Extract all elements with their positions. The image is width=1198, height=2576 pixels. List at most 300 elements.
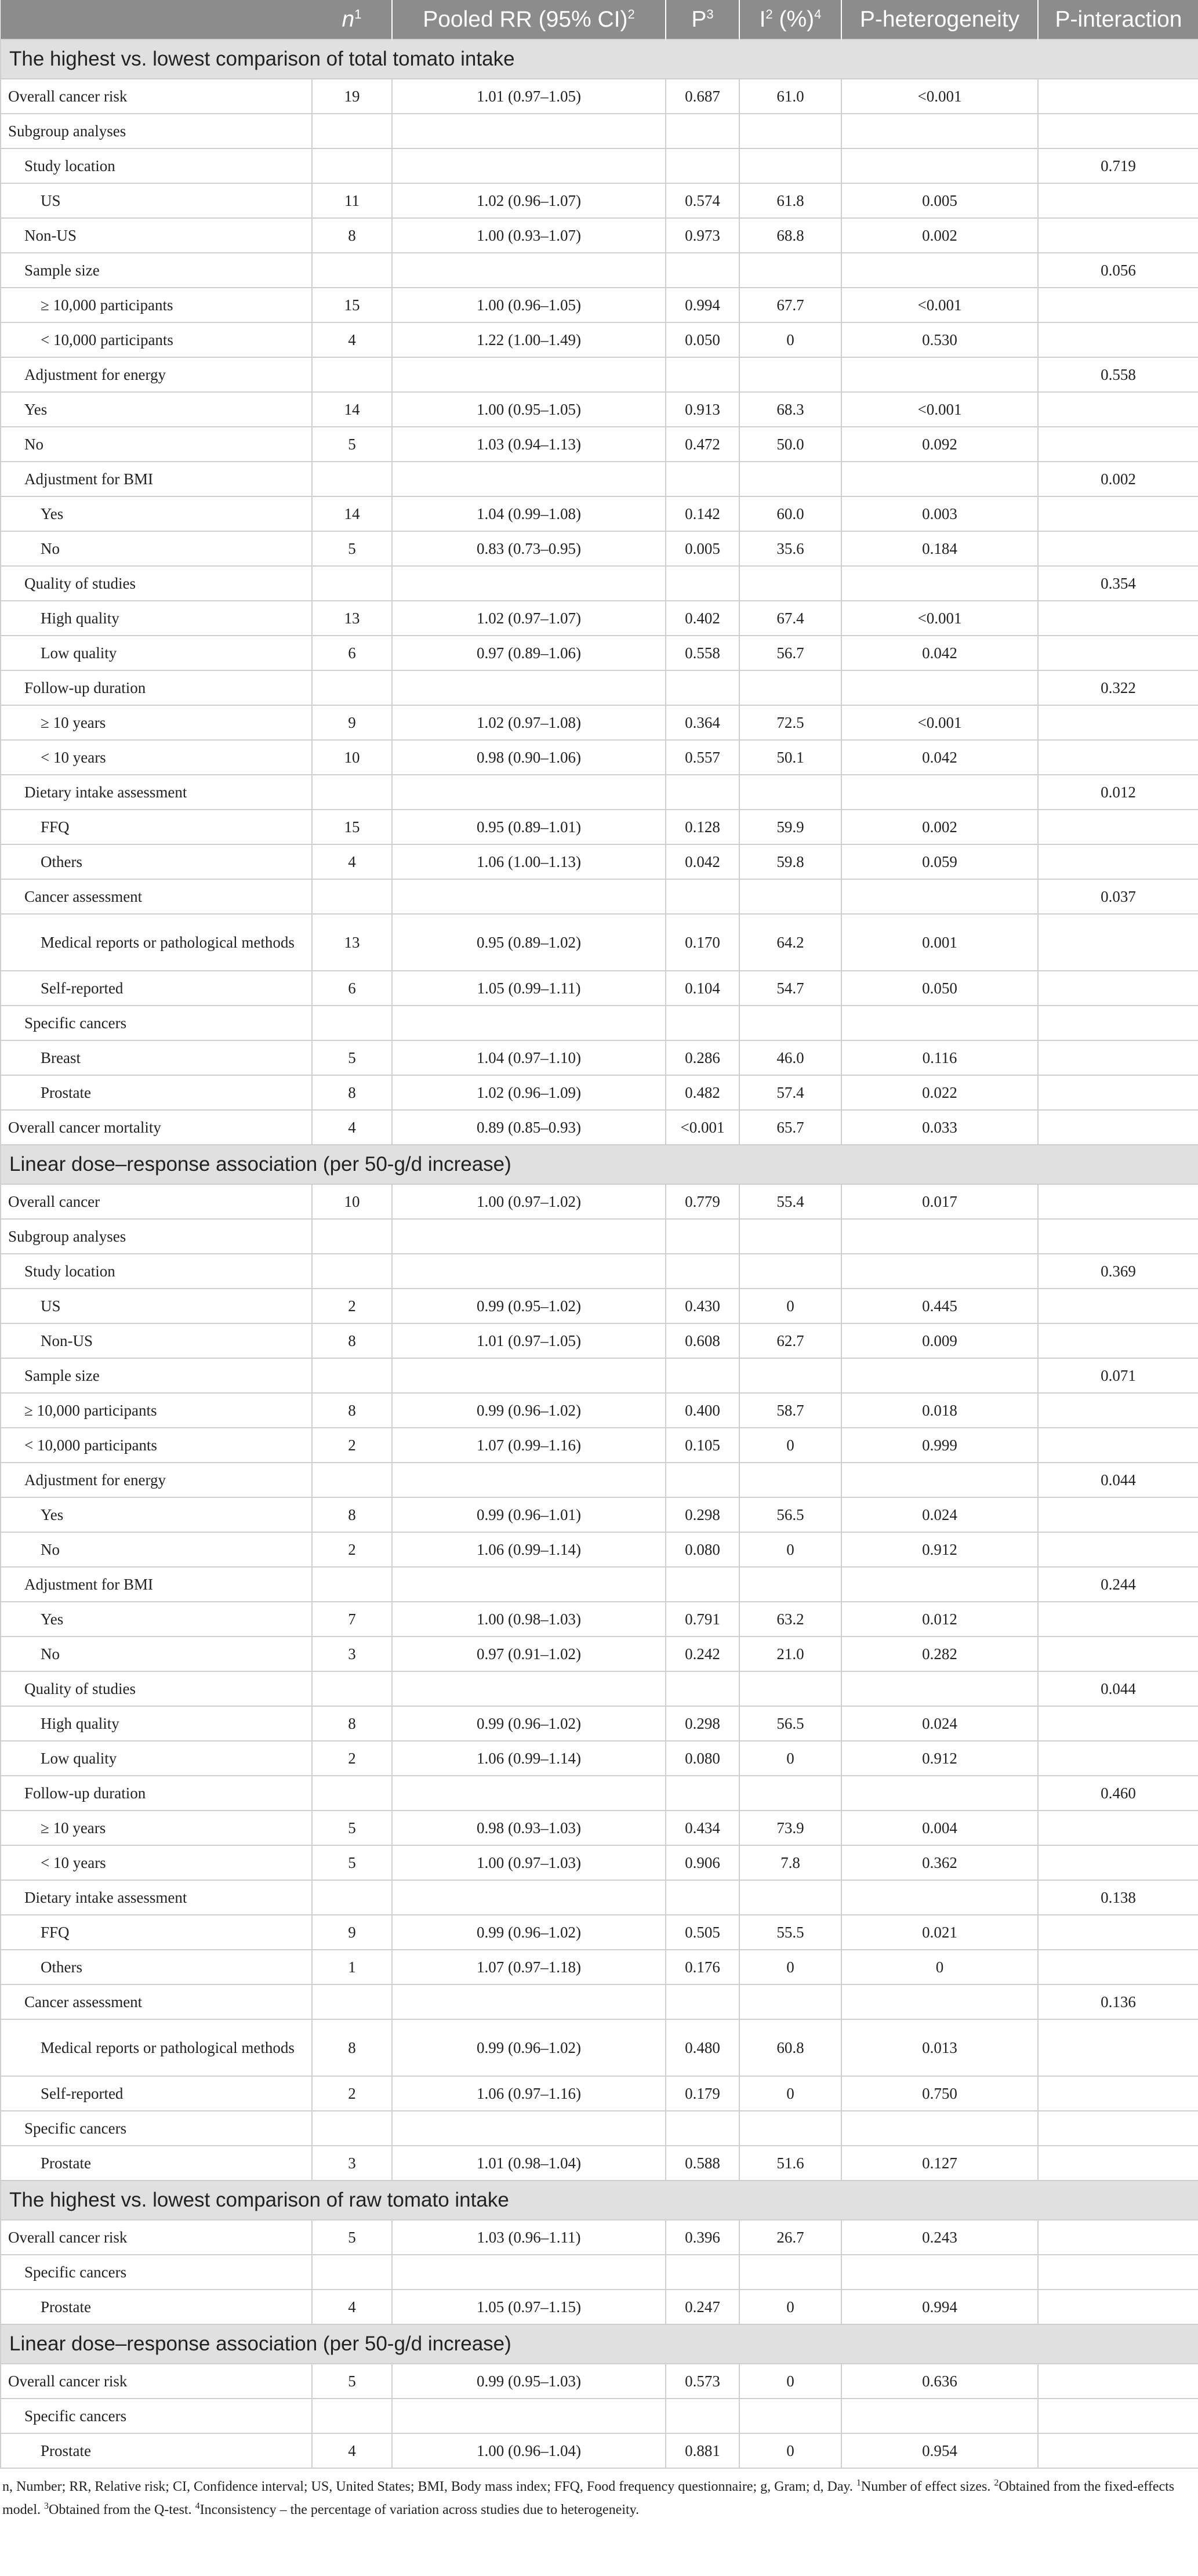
i2-cell: 72.5 bbox=[739, 705, 841, 740]
table-row bbox=[1, 844, 1198, 879]
n-cell: 13 bbox=[312, 914, 392, 971]
n-cell bbox=[312, 1358, 392, 1393]
table-row bbox=[1, 1845, 1198, 1880]
i2-cell: 0 bbox=[739, 322, 841, 357]
table-row bbox=[1, 2019, 1198, 2076]
i2-cell: 56.5 bbox=[739, 1706, 841, 1741]
p-cell: 0.005 bbox=[666, 531, 739, 566]
row-label: Adjustment for BMI bbox=[1, 1567, 312, 1602]
pooled-rr-cell: 0.99 (0.95–1.02) bbox=[392, 1289, 666, 1323]
p-cell: 0.247 bbox=[666, 2290, 739, 2324]
pooled-rr-cell bbox=[392, 775, 666, 810]
p-heterogeneity-cell: 0.282 bbox=[841, 1637, 1038, 1671]
n-cell: 5 bbox=[312, 531, 392, 566]
table-row bbox=[1, 1358, 1198, 1393]
table-row bbox=[1, 2433, 1198, 2468]
p-interaction-cell bbox=[1038, 740, 1198, 775]
p-interaction-cell bbox=[1038, 1075, 1198, 1110]
header-p: $P^3$ bbox=[666, 0, 739, 39]
pooled-rr-cell: 1.06 (0.97–1.16) bbox=[392, 2076, 666, 2111]
n-cell: 14 bbox=[312, 496, 392, 531]
p-cell: 0.791 bbox=[666, 1602, 739, 1637]
n-cell bbox=[312, 566, 392, 601]
p-heterogeneity-cell: <0.001 bbox=[841, 392, 1038, 427]
n-cell: 8 bbox=[312, 218, 392, 253]
p-interaction-cell bbox=[1038, 427, 1198, 462]
i2-cell bbox=[739, 1671, 841, 1706]
p-interaction-cell bbox=[1038, 2399, 1198, 2433]
p-heterogeneity-cell: 0.530 bbox=[841, 322, 1038, 357]
row-label: Prostate bbox=[1, 2290, 312, 2324]
i2-cell: 0 bbox=[739, 2076, 841, 2111]
p-cell: 0.179 bbox=[666, 2076, 739, 2111]
i2-cell: 0 bbox=[739, 1428, 841, 1463]
table-row bbox=[1, 1254, 1198, 1289]
p-cell bbox=[666, 1776, 739, 1811]
i2-cell: 0 bbox=[739, 2290, 841, 2324]
table-row bbox=[1, 79, 1198, 114]
n-cell: 10 bbox=[312, 740, 392, 775]
p-interaction-cell bbox=[1038, 914, 1198, 971]
row-label: Sample size bbox=[1, 1358, 312, 1393]
pooled-rr-cell: 0.95 (0.89–1.01) bbox=[392, 810, 666, 844]
p-heterogeneity-cell: <0.001 bbox=[841, 79, 1038, 114]
row-label: Dietary intake assessment bbox=[1, 1880, 312, 1915]
row-label: Overall cancer risk bbox=[1, 2364, 312, 2399]
p-interaction-cell bbox=[1038, 1706, 1198, 1741]
p-heterogeneity-cell bbox=[841, 879, 1038, 914]
pooled-rr-cell: 0.89 (0.85–0.93) bbox=[392, 1110, 666, 1145]
i2-cell: 56.5 bbox=[739, 1497, 841, 1532]
i2-cell bbox=[739, 253, 841, 288]
pooled-rr-cell: 0.83 (0.73–0.95) bbox=[392, 531, 666, 566]
pooled-rr-cell: 1.03 (0.96–1.11) bbox=[392, 2220, 666, 2255]
n-cell bbox=[312, 1776, 392, 1811]
table-row bbox=[1, 1463, 1198, 1497]
row-label: ≥ 10,000 participants bbox=[1, 288, 312, 322]
pooled-rr-cell: 1.02 (0.96–1.09) bbox=[392, 1075, 666, 1110]
n-cell: 4 bbox=[312, 2290, 392, 2324]
p-cell bbox=[666, 462, 739, 496]
p-heterogeneity-cell bbox=[841, 670, 1038, 705]
pooled-rr-cell bbox=[392, 148, 666, 183]
table-row bbox=[1, 2076, 1198, 2111]
p-cell: 0.558 bbox=[666, 636, 739, 670]
p-interaction-cell bbox=[1038, 1323, 1198, 1358]
i2-cell bbox=[739, 2399, 841, 2433]
n-cell bbox=[312, 1006, 392, 1040]
p-heterogeneity-cell bbox=[841, 1254, 1038, 1289]
i2-cell bbox=[739, 1880, 841, 1915]
row-label: Overall cancer bbox=[1, 1184, 312, 1219]
p-cell: 0.364 bbox=[666, 705, 739, 740]
table-row bbox=[1, 914, 1198, 971]
pooled-rr-cell: 1.01 (0.97–1.05) bbox=[392, 1323, 666, 1358]
row-label: High quality bbox=[1, 601, 312, 636]
p-cell: 0.434 bbox=[666, 1811, 739, 1845]
p-interaction-cell bbox=[1038, 2019, 1198, 2076]
row-label: Specific cancers bbox=[1, 2399, 312, 2433]
row-label: Subgroup analyses bbox=[1, 1219, 312, 1254]
row-label: Others bbox=[1, 1950, 312, 1984]
p-heterogeneity-cell: 0.042 bbox=[841, 740, 1038, 775]
p-heterogeneity-cell: <0.001 bbox=[841, 705, 1038, 740]
p-heterogeneity-cell: 0.059 bbox=[841, 844, 1038, 879]
row-label: US bbox=[1, 183, 312, 218]
row-label: ≥ 10 years bbox=[1, 1811, 312, 1845]
pooled-rr-cell: 1.04 (0.97–1.10) bbox=[392, 1040, 666, 1075]
table-row bbox=[1, 1741, 1198, 1776]
p-interaction-cell bbox=[1038, 2290, 1198, 2324]
n-cell bbox=[312, 2111, 392, 2146]
n-cell: 2 bbox=[312, 2076, 392, 2111]
row-label: Cancer assessment bbox=[1, 1984, 312, 2019]
p-cell: 0.574 bbox=[666, 183, 739, 218]
p-heterogeneity-cell: 0.001 bbox=[841, 914, 1038, 971]
p-cell: 0.298 bbox=[666, 1706, 739, 1741]
table-row bbox=[1, 253, 1198, 288]
table-row bbox=[1, 148, 1198, 183]
n-cell bbox=[312, 462, 392, 496]
n-cell: 2 bbox=[312, 1428, 392, 1463]
pooled-rr-cell: 1.07 (0.97–1.18) bbox=[392, 1950, 666, 1984]
p-cell: 0.080 bbox=[666, 1532, 739, 1567]
table-row bbox=[1, 971, 1198, 1006]
row-label: Overall cancer risk bbox=[1, 79, 312, 114]
p-heterogeneity-cell: 0.912 bbox=[841, 1532, 1038, 1567]
p-cell: 0.505 bbox=[666, 1915, 739, 1950]
p-interaction-cell bbox=[1038, 183, 1198, 218]
pooled-rr-cell bbox=[392, 2255, 666, 2290]
n-cell: 9 bbox=[312, 1915, 392, 1950]
p-interaction-cell bbox=[1038, 1040, 1198, 1075]
p-interaction-cell: 0.369 bbox=[1038, 1254, 1198, 1289]
table-row bbox=[1, 1984, 1198, 2019]
i2-cell: 63.2 bbox=[739, 1602, 841, 1637]
n-cell bbox=[312, 2399, 392, 2433]
n-cell bbox=[312, 1219, 392, 1254]
row-label: Subgroup analyses bbox=[1, 114, 312, 148]
row-label: Yes bbox=[1, 496, 312, 531]
header-pooled-rr: Pooled RR (95% CI)$^2$ bbox=[392, 0, 666, 39]
p-cell bbox=[666, 1254, 739, 1289]
p-cell: 0.608 bbox=[666, 1323, 739, 1358]
i2-cell bbox=[739, 1006, 841, 1040]
p-interaction-cell bbox=[1038, 2146, 1198, 2180]
header-i2: $I^2$ (%)$^4$ bbox=[739, 0, 841, 39]
p-heterogeneity-cell bbox=[841, 357, 1038, 392]
row-label: Quality of studies bbox=[1, 1671, 312, 1706]
p-cell: 0.128 bbox=[666, 810, 739, 844]
pooled-rr-cell bbox=[392, 1006, 666, 1040]
p-heterogeneity-cell bbox=[841, 2111, 1038, 2146]
table-row bbox=[1, 705, 1198, 740]
header-p-heterogeneity: P-heterogeneity bbox=[841, 0, 1038, 39]
i2-cell bbox=[739, 1567, 841, 1602]
pooled-rr-cell: 0.99 (0.96–1.01) bbox=[392, 1497, 666, 1532]
i2-cell: 67.7 bbox=[739, 288, 841, 322]
section-header-row bbox=[1, 1145, 1198, 1184]
row-label: No bbox=[1, 1532, 312, 1567]
p-heterogeneity-cell bbox=[841, 1358, 1038, 1393]
row-label: Low quality bbox=[1, 636, 312, 670]
p-heterogeneity-cell: 0.005 bbox=[841, 183, 1038, 218]
i2-cell: 60.8 bbox=[739, 2019, 841, 2076]
p-heterogeneity-cell: 0.002 bbox=[841, 218, 1038, 253]
pooled-rr-cell: 1.00 (0.95–1.05) bbox=[392, 392, 666, 427]
i2-cell: 58.7 bbox=[739, 1393, 841, 1428]
p-interaction-cell: 0.044 bbox=[1038, 1463, 1198, 1497]
row-label: Follow-up duration bbox=[1, 1776, 312, 1811]
p-heterogeneity-cell: 0.022 bbox=[841, 1075, 1038, 1110]
pooled-rr-cell: 1.06 (0.99–1.14) bbox=[392, 1532, 666, 1567]
p-interaction-cell bbox=[1038, 2220, 1198, 2255]
p-cell: 0.402 bbox=[666, 601, 739, 636]
pooled-rr-cell: 0.97 (0.91–1.02) bbox=[392, 1637, 666, 1671]
pooled-rr-cell: 0.97 (0.89–1.06) bbox=[392, 636, 666, 670]
p-interaction-cell: 0.719 bbox=[1038, 148, 1198, 183]
n-cell: 3 bbox=[312, 1637, 392, 1671]
n-cell: 4 bbox=[312, 322, 392, 357]
p-interaction-cell bbox=[1038, 2364, 1198, 2399]
p-interaction-cell: 0.138 bbox=[1038, 1880, 1198, 1915]
row-label: Medical reports or pathological methods bbox=[1, 2019, 312, 2076]
n-cell: 4 bbox=[312, 1110, 392, 1145]
p-interaction-cell bbox=[1038, 636, 1198, 670]
n-cell bbox=[312, 670, 392, 705]
pooled-rr-cell: 1.01 (0.97–1.05) bbox=[392, 79, 666, 114]
table-row bbox=[1, 496, 1198, 531]
i2-cell: 68.8 bbox=[739, 218, 841, 253]
p-interaction-cell: 0.002 bbox=[1038, 462, 1198, 496]
row-label: Self-reported bbox=[1, 971, 312, 1006]
i2-cell: 0 bbox=[739, 1741, 841, 1776]
i2-cell: 68.3 bbox=[739, 392, 841, 427]
p-cell: 0.242 bbox=[666, 1637, 739, 1671]
p-interaction-cell bbox=[1038, 1289, 1198, 1323]
p-cell bbox=[666, 1880, 739, 1915]
p-cell bbox=[666, 670, 739, 705]
pooled-rr-cell: 1.01 (0.98–1.04) bbox=[392, 2146, 666, 2180]
p-interaction-cell bbox=[1038, 288, 1198, 322]
pooled-rr-cell bbox=[392, 253, 666, 288]
p-cell: 0.430 bbox=[666, 1289, 739, 1323]
section-title: Linear dose–response association (per 50-g/d increase) bbox=[1, 2324, 1198, 2364]
header-p-interaction: P-interaction bbox=[1055, 6, 1182, 32]
table-row bbox=[1, 601, 1198, 636]
p-interaction-cell bbox=[1038, 844, 1198, 879]
n-cell: 15 bbox=[312, 288, 392, 322]
pooled-rr-cell: 1.07 (0.99–1.16) bbox=[392, 1428, 666, 1463]
p-heterogeneity-cell: 0 bbox=[841, 1950, 1038, 1984]
table-row bbox=[1, 1323, 1198, 1358]
p-interaction-cell bbox=[1038, 2433, 1198, 2468]
p-heterogeneity-cell: 0.013 bbox=[841, 2019, 1038, 2076]
pooled-rr-cell: 1.00 (0.97–1.02) bbox=[392, 1184, 666, 1219]
row-label: No bbox=[1, 531, 312, 566]
p-heterogeneity-cell: 0.184 bbox=[841, 531, 1038, 566]
table-row bbox=[1, 427, 1198, 462]
n-cell: 2 bbox=[312, 1532, 392, 1567]
p-cell: 0.104 bbox=[666, 971, 739, 1006]
p-heterogeneity-cell: 0.017 bbox=[841, 1184, 1038, 1219]
i2-cell: 65.7 bbox=[739, 1110, 841, 1145]
n-cell: 2 bbox=[312, 1289, 392, 1323]
pooled-rr-cell bbox=[392, 1463, 666, 1497]
p-cell bbox=[666, 1358, 739, 1393]
i2-cell: 64.2 bbox=[739, 914, 841, 971]
i2-cell: 59.9 bbox=[739, 810, 841, 844]
table-row bbox=[1, 462, 1198, 496]
i2-cell bbox=[739, 2255, 841, 2290]
table-row bbox=[1, 810, 1198, 844]
i2-cell: 0 bbox=[739, 1289, 841, 1323]
p-cell: 0.973 bbox=[666, 218, 739, 253]
row-label: < 10,000 participants bbox=[1, 1428, 312, 1463]
n-cell bbox=[312, 775, 392, 810]
table-row bbox=[1, 2364, 1198, 2399]
pooled-rr-cell bbox=[392, 1219, 666, 1254]
p-cell bbox=[666, 2255, 739, 2290]
p-cell: 0.881 bbox=[666, 2433, 739, 2468]
n-cell: 6 bbox=[312, 636, 392, 670]
pooled-rr-cell bbox=[392, 566, 666, 601]
p-interaction-cell bbox=[1038, 1110, 1198, 1145]
p-heterogeneity-cell bbox=[841, 114, 1038, 148]
table-row bbox=[1, 1915, 1198, 1950]
table-row bbox=[1, 1393, 1198, 1428]
row-label: No bbox=[1, 427, 312, 462]
table-row bbox=[1, 1006, 1198, 1040]
n-cell bbox=[312, 1880, 392, 1915]
n-cell: 19 bbox=[312, 79, 392, 114]
p-cell bbox=[666, 1219, 739, 1254]
table-row bbox=[1, 1602, 1198, 1637]
p-cell bbox=[666, 1463, 739, 1497]
section-title: The highest vs. lowest comparison of total tomato intake bbox=[1, 39, 1198, 79]
p-interaction-cell bbox=[1038, 705, 1198, 740]
row-label: Medical reports or pathological methods bbox=[1, 914, 312, 971]
i2-cell: 73.9 bbox=[739, 1811, 841, 1845]
table-row bbox=[1, 392, 1198, 427]
p-interaction-cell: 0.056 bbox=[1038, 253, 1198, 288]
p-interaction-cell bbox=[1038, 1845, 1198, 1880]
p-cell: 0.687 bbox=[666, 79, 739, 114]
n-cell: 5 bbox=[312, 1040, 392, 1075]
table-row bbox=[1, 2399, 1198, 2433]
row-label: Yes bbox=[1, 1497, 312, 1532]
pooled-rr-cell: 0.99 (0.96–1.02) bbox=[392, 1393, 666, 1428]
p-cell: 0.994 bbox=[666, 288, 739, 322]
p-heterogeneity-cell: 0.004 bbox=[841, 1811, 1038, 1845]
pooled-rr-cell bbox=[392, 357, 666, 392]
i2-cell: 54.7 bbox=[739, 971, 841, 1006]
p-heterogeneity-cell: 0.445 bbox=[841, 1289, 1038, 1323]
p-cell: 0.298 bbox=[666, 1497, 739, 1532]
pooled-rr-cell bbox=[392, 114, 666, 148]
pooled-rr-cell: 0.95 (0.89–1.02) bbox=[392, 914, 666, 971]
pooled-rr-cell: 1.05 (0.99–1.11) bbox=[392, 971, 666, 1006]
row-label: Overall cancer risk bbox=[1, 2220, 312, 2255]
i2-cell: 59.8 bbox=[739, 844, 841, 879]
i2-cell: 26.7 bbox=[739, 2220, 841, 2255]
table-row bbox=[1, 1184, 1198, 1219]
p-heterogeneity-cell: 0.002 bbox=[841, 810, 1038, 844]
pooled-rr-cell bbox=[392, 1358, 666, 1393]
p-interaction-cell bbox=[1038, 1950, 1198, 1984]
table-row bbox=[1, 322, 1198, 357]
i2-cell bbox=[739, 1358, 841, 1393]
p-interaction-cell bbox=[1038, 971, 1198, 1006]
p-cell: 0.400 bbox=[666, 1393, 739, 1428]
p-interaction-cell bbox=[1038, 218, 1198, 253]
p-cell: 0.573 bbox=[666, 2364, 739, 2399]
i2-cell: 55.4 bbox=[739, 1184, 841, 1219]
p-interaction-cell: 0.558 bbox=[1038, 357, 1198, 392]
n-cell bbox=[312, 253, 392, 288]
p-cell bbox=[666, 1567, 739, 1602]
pooled-rr-cell: 1.06 (0.99–1.14) bbox=[392, 1741, 666, 1776]
row-label: Adjustment for BMI bbox=[1, 462, 312, 496]
p-interaction-cell: 0.037 bbox=[1038, 879, 1198, 914]
p-heterogeneity-cell bbox=[841, 462, 1038, 496]
p-cell bbox=[666, 775, 739, 810]
table-row bbox=[1, 183, 1198, 218]
row-label: FFQ bbox=[1, 810, 312, 844]
n-cell bbox=[312, 1567, 392, 1602]
row-label: ≥ 10,000 participants bbox=[1, 1393, 312, 1428]
p-cell: <0.001 bbox=[666, 1110, 739, 1145]
table-row bbox=[1, 1289, 1198, 1323]
n-cell: 8 bbox=[312, 2019, 392, 2076]
p-cell: 0.588 bbox=[666, 2146, 739, 2180]
p-heterogeneity-cell: 0.003 bbox=[841, 496, 1038, 531]
p-interaction-cell bbox=[1038, 1184, 1198, 1219]
n-cell bbox=[312, 1671, 392, 1706]
pooled-rr-cell bbox=[392, 1567, 666, 1602]
i2-cell bbox=[739, 1463, 841, 1497]
n-cell bbox=[312, 879, 392, 914]
table-row bbox=[1, 1811, 1198, 1845]
table-row bbox=[1, 670, 1198, 705]
p-heterogeneity-cell: 0.042 bbox=[841, 636, 1038, 670]
p-heterogeneity-cell bbox=[841, 1567, 1038, 1602]
p-heterogeneity-cell: 0.012 bbox=[841, 1602, 1038, 1637]
n-cell: 7 bbox=[312, 1602, 392, 1637]
p-heterogeneity-cell: 0.999 bbox=[841, 1428, 1038, 1463]
p-cell: 0.286 bbox=[666, 1040, 739, 1075]
n-cell: 14 bbox=[312, 392, 392, 427]
p-heterogeneity-cell: 0.092 bbox=[841, 427, 1038, 462]
pooled-rr-cell: 1.00 (0.98–1.03) bbox=[392, 1602, 666, 1637]
p-cell: 0.176 bbox=[666, 1950, 739, 1984]
pooled-rr-cell: 1.02 (0.96–1.07) bbox=[392, 183, 666, 218]
n-cell: 5 bbox=[312, 1845, 392, 1880]
section-title: The highest vs. lowest comparison of raw tomato intake bbox=[1, 2180, 1198, 2220]
table-row bbox=[1, 1567, 1198, 1602]
i2-cell bbox=[739, 670, 841, 705]
p-heterogeneity-cell: <0.001 bbox=[841, 601, 1038, 636]
i2-cell bbox=[739, 462, 841, 496]
row-label: Specific cancers bbox=[1, 1006, 312, 1040]
pooled-rr-cell: 1.03 (0.94–1.13) bbox=[392, 427, 666, 462]
row-label: Adjustment for energy bbox=[1, 357, 312, 392]
n-cell: 8 bbox=[312, 1706, 392, 1741]
i2-cell: 60.0 bbox=[739, 496, 841, 531]
pooled-rr-cell: 0.99 (0.95–1.03) bbox=[392, 2364, 666, 2399]
p-cell bbox=[666, 253, 739, 288]
i2-cell: 7.8 bbox=[739, 1845, 841, 1880]
